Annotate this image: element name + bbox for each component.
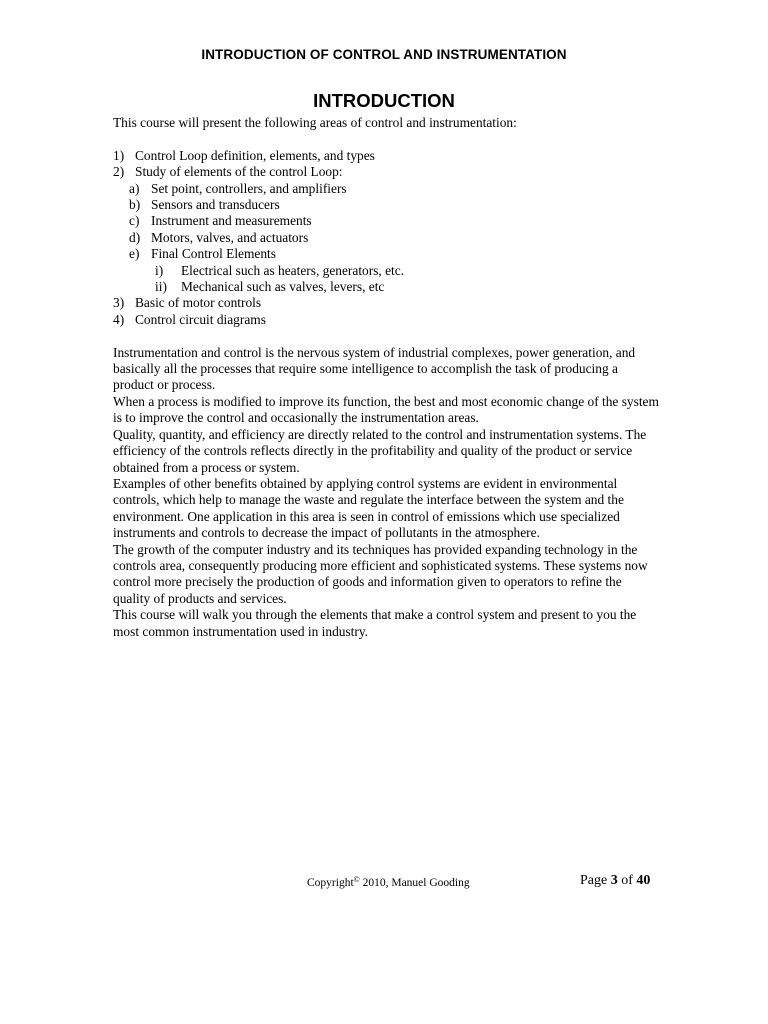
- list-marker: 4): [113, 311, 125, 327]
- running-header: INTRODUCTION OF CONTROL AND INSTRUMENTATION: [201, 47, 567, 62]
- list-marker: 3): [113, 295, 125, 311]
- list-item-text: Motors, valves, and actuators: [151, 229, 309, 245]
- list-marker: 1): [113, 147, 125, 163]
- sub-list-item: [113, 213, 661, 229]
- list-marker: d): [129, 229, 141, 245]
- copyright-notice: [307, 875, 470, 889]
- course-outline-list: [113, 148, 661, 328]
- list-marker: e): [129, 246, 140, 262]
- page-of-label: of: [617, 873, 637, 888]
- copyright-word: Copyright: [307, 877, 354, 889]
- sub-sub-list-item: [113, 279, 661, 295]
- paragraph: This course will walk you through the elements that make a control system and present to you the most common instrumentation used in industry.: [113, 607, 637, 639]
- copyright-text: 2010, Manuel Gooding: [359, 877, 470, 889]
- paragraph: Instrumentation and control is the nervous system of industrial complexes, power generation, and basically all the processes that require some intelligence to accomplish the task of producing a product or process.: [113, 344, 636, 393]
- sub-list-item: [113, 230, 661, 246]
- list-marker: ii): [155, 279, 167, 295]
- total-pages: 40: [636, 873, 651, 888]
- list-item-text: Study of elements of the control Loop:: [135, 164, 343, 180]
- list-item: [113, 148, 661, 164]
- list-item-text: Mechanical such as valves, levers, etc: [181, 279, 385, 295]
- list-item: [113, 295, 661, 311]
- paragraph: Quality, quantity, and efficiency are directly related to the control and instrumentation systems. The efficiency of the controls reflects directly in the profitability and quality of the product or service obtained from a process or system.: [113, 426, 647, 475]
- list-item-text: Basic of motor controls: [135, 295, 262, 311]
- paragraph-gap: [113, 328, 661, 344]
- paragraph: The growth of the computer industry and its techniques has provided expanding technology in the controls area, consequently producing more efficient and sophisticated systems. These systems now control more precisely the production of goods and information given to operators to refine the quality of products and services.: [113, 541, 648, 606]
- list-item-text: Control circuit diagrams: [135, 311, 266, 327]
- list-marker: c): [129, 213, 140, 229]
- sub-list-item: [113, 246, 661, 262]
- list-marker: 2): [113, 164, 125, 180]
- list-item-text: Sensors and transducers: [151, 197, 280, 213]
- sub-list-item: [113, 181, 661, 197]
- list-item-text: Electrical such as heaters, generators, etc.: [181, 262, 405, 278]
- list-item-text: Instrument and measurements: [151, 213, 312, 229]
- list-item: [113, 312, 661, 328]
- copyright-symbol: ©: [353, 875, 360, 884]
- body-text: [113, 115, 661, 640]
- paragraph: When a process is modified to improve its function, the best and most economic change of the system is to improve the control and occasionally the instrumentation areas.: [113, 393, 659, 426]
- sub-list-item: [113, 197, 661, 213]
- intro-sentence: This course will present the following areas of control and instrumentation:: [113, 115, 517, 130]
- current-page: 3: [610, 873, 618, 888]
- list-marker: b): [129, 197, 141, 213]
- page-title: INTRODUCTION: [313, 90, 455, 111]
- sub-sub-list-item: [113, 263, 661, 279]
- list-marker: i): [155, 262, 164, 278]
- list-item-text: Final Control Elements: [151, 246, 276, 262]
- page-label: Page: [580, 873, 611, 888]
- list-item-text: Set point, controllers, and amplifiers: [151, 180, 347, 196]
- list-item-text: Control Loop definition, elements, and types: [135, 147, 375, 163]
- list-marker: a): [129, 180, 140, 196]
- list-item: [113, 164, 661, 180]
- page-number: [580, 873, 650, 889]
- paragraph: Examples of other benefits obtained by applying control systems are evident in environmental controls, which help to manage the waste and regulate the interface between the system and the environment. One application in this area is seen in control of emissions which use specialized instruments and controls to decrease the impact of pollutants in the atmosphere.: [113, 475, 624, 541]
